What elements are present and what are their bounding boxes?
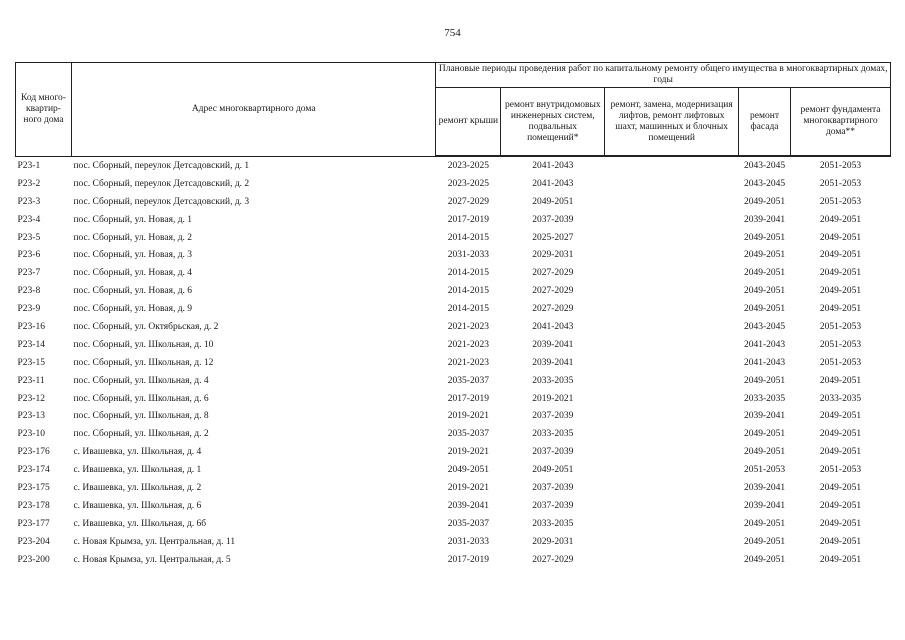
page-number: 754 <box>444 27 461 39</box>
cell-facade-period: 2049-2051 <box>743 196 786 207</box>
cell-facade-period: 2049-2051 <box>743 429 786 440</box>
cell-facade-period: 2041-2043 <box>743 339 786 350</box>
cell-roof-period: 2014-2015 <box>447 232 489 243</box>
table-row <box>16 282 891 300</box>
cell-engineering-period: 2025-2027 <box>532 232 574 243</box>
cell-facade-period: 2049-2051 <box>743 447 786 458</box>
cell-lift-period <box>605 193 739 211</box>
cell-code: Р23-13 <box>17 411 45 422</box>
cell-facade-period: 2041-2043 <box>743 357 786 368</box>
cell-address: пос. Сборный, ул. Октябрьская, д. 2 <box>73 321 219 332</box>
cell-lift-period <box>605 318 739 336</box>
cell-engineering-period: 2037-2039 <box>532 214 574 225</box>
cell-roof-period: 2023-2025 <box>447 178 489 189</box>
cell-foundation-period: 2049-2051 <box>819 304 862 315</box>
cell-code: Р23-174 <box>17 465 50 476</box>
cell-roof-period: 2031-2033 <box>447 250 489 261</box>
cell-lift-period <box>605 336 739 354</box>
cell-address: пос. Сборный, переулок Детсадовский, д. 1 <box>73 160 250 171</box>
cell-code: Р23-16 <box>17 321 45 332</box>
cell-facade-period: 2039-2041 <box>743 214 786 225</box>
cell-engineering-period: 2029-2031 <box>532 536 574 547</box>
cell-lift-period <box>605 407 739 425</box>
cell-address: пос. Сборный, ул. Новая, д. 6 <box>73 286 193 297</box>
cell-address: с. Ивашевка, ул. Школьная, д. 6б <box>73 518 207 529</box>
cell-foundation-period: 2051-2053 <box>819 196 862 207</box>
cell-engineering-period: 2033-2035 <box>532 518 574 529</box>
cell-foundation-period: 2049-2051 <box>819 500 862 511</box>
cell-lift-period <box>605 282 739 300</box>
cell-code: Р23-4 <box>17 214 41 225</box>
table-row <box>16 336 891 354</box>
cell-engineering-period: 2027-2029 <box>532 304 574 315</box>
cell-foundation-period: 2051-2053 <box>819 339 862 350</box>
cell-roof-period: 2035-2037 <box>447 429 489 440</box>
cell-foundation-period: 2051-2053 <box>819 321 862 332</box>
cell-address: пос. Сборный, ул. Новая, д. 4 <box>73 268 193 279</box>
table-row <box>16 264 891 282</box>
cell-facade-period: 2043-2045 <box>743 160 786 171</box>
cell-lift-period <box>605 515 739 533</box>
cell-foundation-period: 2049-2051 <box>819 268 862 279</box>
cell-engineering-period: 2037-2039 <box>532 500 574 511</box>
cell-code: Р23-5 <box>17 232 41 243</box>
cell-facade-period: 2049-2051 <box>743 304 786 315</box>
cell-code: Р23-15 <box>17 357 45 368</box>
cell-roof-period: 2014-2015 <box>447 268 489 279</box>
cell-foundation-period: 2049-2051 <box>819 536 862 547</box>
cell-lift-period <box>605 461 739 479</box>
header-address: Адрес многоквартирного дома <box>71 63 435 157</box>
cell-address: с. Новая Крымза, ул. Центральная, д. 11 <box>73 536 236 547</box>
cell-engineering-period: 2033-2035 <box>532 429 574 440</box>
cell-code: Р23-7 <box>17 268 41 279</box>
cell-address: пос. Сборный, ул. Школьная, д. 8 <box>73 411 209 422</box>
cell-engineering-period: 2019-2021 <box>532 393 574 404</box>
cell-engineering-period: 2037-2039 <box>532 482 574 493</box>
cell-engineering-period: 2039-2041 <box>532 339 574 350</box>
header-foundation: ремонт фундамента многоквартирного дома** <box>791 88 891 157</box>
table-row <box>16 300 891 318</box>
cell-foundation-period: 2033-2035 <box>819 393 862 404</box>
cell-roof-period: 2023-2025 <box>447 160 489 171</box>
cell-facade-period: 2049-2051 <box>743 250 786 261</box>
cell-foundation-period: 2051-2053 <box>819 357 862 368</box>
cell-address: пос. Сборный, ул. Новая, д. 3 <box>73 250 193 261</box>
cell-engineering-period: 2041-2043 <box>532 160 574 171</box>
table-header <box>16 63 891 157</box>
cell-roof-period: 2021-2023 <box>447 339 489 350</box>
table-row <box>16 497 891 515</box>
cell-foundation-period: 2049-2051 <box>819 214 862 225</box>
cell-code: Р23-9 <box>17 304 41 315</box>
cell-code: Р23-8 <box>17 286 41 297</box>
table-row <box>16 533 891 551</box>
table-row <box>16 156 891 175</box>
table-row <box>16 193 891 211</box>
header-lifts: ремонт, замена, модернизация лифтов, ремонт лифтовых шахт, машинных и блочных помещений <box>605 88 739 157</box>
cell-address: пос. Сборный, ул. Новая, д. 1 <box>73 214 193 225</box>
table-row <box>16 372 891 390</box>
cell-foundation-period: 2051-2053 <box>819 178 862 189</box>
header-engineering: ремонт внутридомовых инженерных систем, подвальных помещений* <box>501 88 605 157</box>
cell-engineering-period: 2037-2039 <box>532 447 574 458</box>
cell-foundation-period: 2049-2051 <box>819 482 862 493</box>
cell-address: с. Ивашевка, ул. Школьная, д. 6 <box>73 500 202 511</box>
repair-schedule-table <box>15 62 891 568</box>
cell-engineering-period: 2027-2029 <box>532 554 574 565</box>
cell-foundation-period: 2049-2051 <box>819 375 862 386</box>
cell-engineering-period: 2049-2051 <box>532 465 574 476</box>
cell-address: пос. Сборный, ул. Новая, д. 9 <box>73 304 193 315</box>
header-periods-group: Плановые периоды проведения работ по капитальному ремонту общего имущества в многоквартирных домах, годы <box>436 63 891 88</box>
cell-facade-period: 2049-2051 <box>743 232 786 243</box>
cell-code: Р23-176 <box>17 447 50 458</box>
cell-roof-period: 2021-2023 <box>447 321 489 332</box>
table-row <box>16 551 891 569</box>
cell-foundation-period: 2049-2051 <box>819 411 862 422</box>
table-body <box>16 156 891 568</box>
table-row <box>16 175 891 193</box>
cell-code: Р23-200 <box>17 554 50 565</box>
cell-address: пос. Сборный, ул. Школьная, д. 12 <box>73 357 214 368</box>
cell-roof-period: 2017-2019 <box>447 554 489 565</box>
cell-lift-period <box>605 551 739 569</box>
cell-roof-period: 2035-2037 <box>447 518 489 529</box>
cell-lift-period <box>605 497 739 515</box>
cell-facade-period: 2043-2045 <box>743 321 786 332</box>
cell-facade-period: 2049-2051 <box>743 554 786 565</box>
cell-code: Р23-177 <box>17 518 50 529</box>
cell-lift-period <box>605 264 739 282</box>
cell-foundation-period: 2049-2051 <box>819 250 862 261</box>
cell-foundation-period: 2049-2051 <box>819 447 862 458</box>
table-row <box>16 354 891 372</box>
cell-engineering-period: 2049-2051 <box>532 196 574 207</box>
cell-facade-period: 2033-2035 <box>743 393 786 404</box>
cell-roof-period: 2014-2015 <box>447 304 489 315</box>
cell-roof-period: 2035-2037 <box>447 375 489 386</box>
table-row <box>16 443 891 461</box>
cell-foundation-period: 2051-2053 <box>819 160 862 171</box>
cell-engineering-period: 2029-2031 <box>532 250 574 261</box>
cell-code: Р23-2 <box>17 178 41 189</box>
table-row <box>16 246 891 264</box>
cell-lift-period <box>605 390 739 408</box>
cell-address: пос. Сборный, переулок Детсадовский, д. 2 <box>73 178 250 189</box>
cell-engineering-period: 2027-2029 <box>532 286 574 297</box>
cell-foundation-period: 2049-2051 <box>819 518 862 529</box>
cell-address: пос. Сборный, ул. Школьная, д. 2 <box>73 429 209 440</box>
cell-address: с. Ивашевка, ул. Школьная, д. 4 <box>73 447 202 458</box>
cell-roof-period: 2019-2021 <box>447 411 489 422</box>
table-row <box>16 479 891 497</box>
cell-foundation-period: 2049-2051 <box>819 286 862 297</box>
table-row <box>16 515 891 533</box>
cell-facade-period: 2039-2041 <box>743 411 786 422</box>
cell-lift-period <box>605 300 739 318</box>
cell-code: Р23-175 <box>17 482 50 493</box>
table-row <box>16 407 891 425</box>
table-row <box>16 229 891 247</box>
cell-address: с. Новая Крымза, ул. Центральная, д. 5 <box>73 554 231 565</box>
cell-facade-period: 2049-2051 <box>743 375 786 386</box>
cell-roof-period: 2014-2015 <box>447 286 489 297</box>
cell-code: Р23-3 <box>17 196 41 207</box>
header-roof: ремонт крыши <box>436 88 501 157</box>
cell-facade-period: 2049-2051 <box>743 286 786 297</box>
cell-foundation-period: 2049-2051 <box>819 232 862 243</box>
cell-foundation-period: 2049-2051 <box>819 554 862 565</box>
cell-roof-period: 2019-2021 <box>447 482 489 493</box>
cell-code: Р23-14 <box>17 339 45 350</box>
cell-roof-period: 2017-2019 <box>447 393 489 404</box>
cell-lift-period <box>605 372 739 390</box>
cell-lift-period <box>605 533 739 551</box>
cell-facade-period: 2049-2051 <box>743 518 786 529</box>
cell-roof-period: 2019-2021 <box>447 447 489 458</box>
cell-facade-period: 2043-2045 <box>743 178 786 189</box>
table-row <box>16 425 891 443</box>
cell-foundation-period: 2051-2053 <box>819 465 862 476</box>
cell-engineering-period: 2041-2043 <box>532 178 574 189</box>
cell-engineering-period: 2033-2035 <box>532 375 574 386</box>
cell-code: Р23-11 <box>17 375 45 386</box>
table-row <box>16 390 891 408</box>
cell-address: пос. Сборный, переулок Детсадовский, д. 3 <box>73 196 250 207</box>
cell-roof-period: 2049-2051 <box>447 465 489 476</box>
table-row <box>16 461 891 479</box>
cell-facade-period: 2049-2051 <box>743 536 786 547</box>
cell-address: пос. Сборный, ул. Школьная, д. 10 <box>73 339 214 350</box>
cell-lift-period <box>605 425 739 443</box>
cell-facade-period: 2039-2041 <box>743 482 786 493</box>
cell-roof-period: 2039-2041 <box>447 500 489 511</box>
cell-lift-period <box>605 354 739 372</box>
cell-roof-period: 2027-2029 <box>447 196 489 207</box>
cell-code: Р23-12 <box>17 393 45 404</box>
cell-code: Р23-6 <box>17 250 41 261</box>
cell-lift-period <box>605 156 739 175</box>
cell-address: пос. Сборный, ул. Школьная, д. 6 <box>73 393 209 404</box>
table-row <box>16 318 891 336</box>
cell-lift-period <box>605 175 739 193</box>
cell-engineering-period: 2041-2043 <box>532 321 574 332</box>
cell-facade-period: 2049-2051 <box>743 268 786 279</box>
cell-foundation-period: 2049-2051 <box>819 429 862 440</box>
cell-roof-period: 2017-2019 <box>447 214 489 225</box>
cell-code: Р23-10 <box>17 429 45 440</box>
cell-address: с. Ивашевка, ул. Школьная, д. 2 <box>73 482 202 493</box>
table-row <box>16 211 891 229</box>
cell-roof-period: 2021-2023 <box>447 357 489 368</box>
cell-engineering-period: 2039-2041 <box>532 357 574 368</box>
cell-code: Р23-178 <box>17 500 50 511</box>
cell-address: с. Ивашевка, ул. Школьная, д. 1 <box>73 465 202 476</box>
cell-code: Р23-204 <box>17 536 50 547</box>
header-code: Код много-квартир-ного дома <box>16 63 72 157</box>
cell-facade-period: 2039-2041 <box>743 500 786 511</box>
cell-facade-period: 2051-2053 <box>743 465 786 476</box>
cell-lift-period <box>605 479 739 497</box>
cell-address: пос. Сборный, ул. Школьная, д. 4 <box>73 375 209 386</box>
cell-lift-period <box>605 443 739 461</box>
cell-lift-period <box>605 246 739 264</box>
cell-lift-period <box>605 229 739 247</box>
cell-code: Р23-1 <box>17 160 41 171</box>
cell-engineering-period: 2027-2029 <box>532 268 574 279</box>
header-facade: ремонт фасада <box>739 88 791 157</box>
cell-engineering-period: 2037-2039 <box>532 411 574 422</box>
cell-address: пос. Сборный, ул. Новая, д. 2 <box>73 232 193 243</box>
cell-roof-period: 2031-2033 <box>447 536 489 547</box>
cell-lift-period <box>605 211 739 229</box>
